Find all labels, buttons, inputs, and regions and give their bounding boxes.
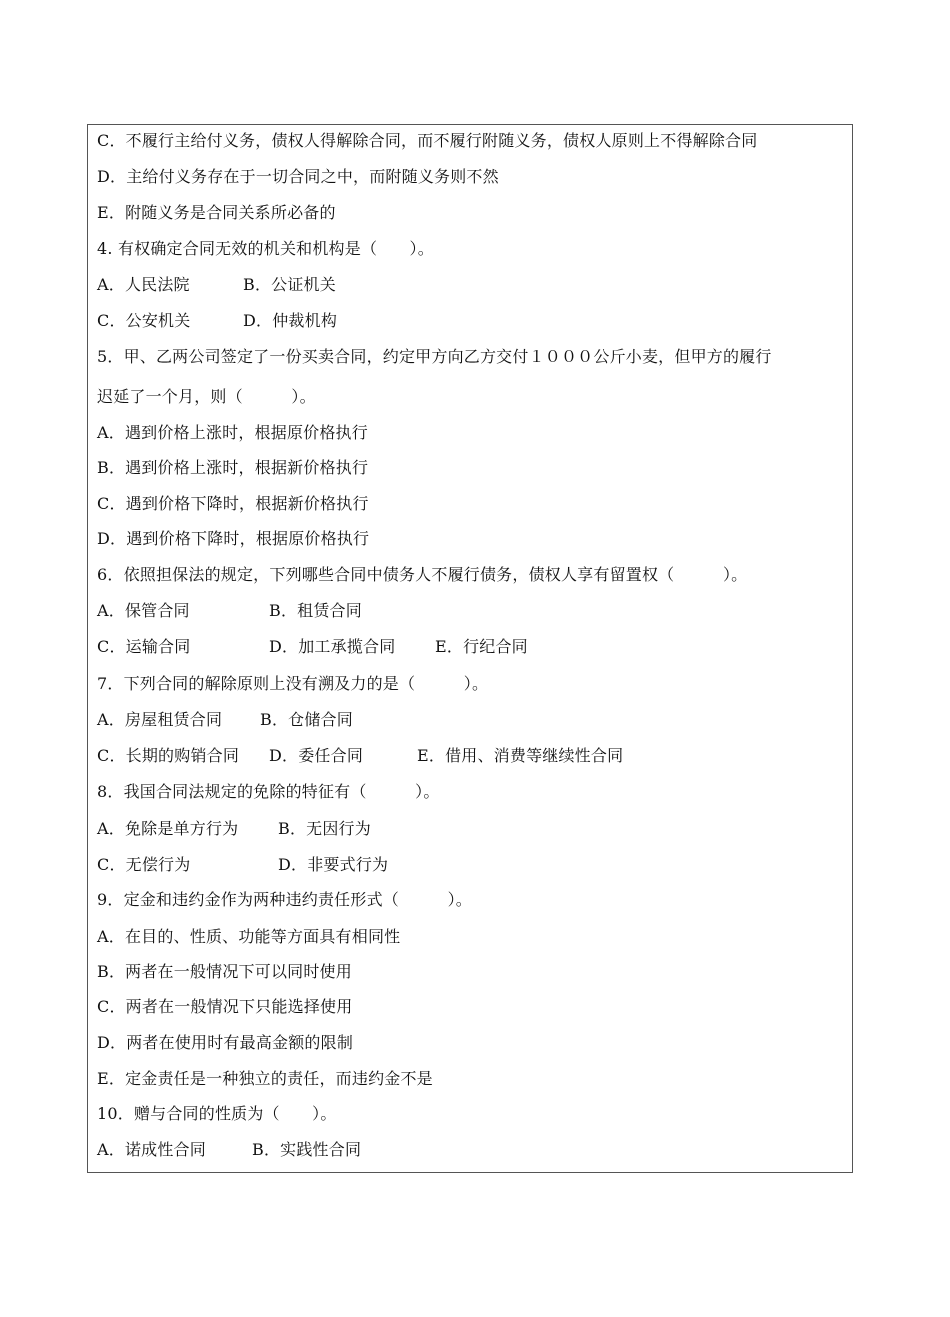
- option-a: A．免除是单方行为: [97, 819, 239, 838]
- option-a: A．房屋租赁合同: [97, 710, 223, 729]
- option-b: B．租赁合同: [269, 601, 362, 620]
- question-5: 5．甲、乙两公司签定了一份买卖合同，约定甲方向乙方交付１０００公斤小麦，但甲方的履行: [97, 347, 772, 366]
- option-b-line: B．两者在一般情况下可以同时使用: [97, 962, 352, 981]
- option-c-line: C．遇到价格下降时，根据新价格执行: [97, 494, 369, 513]
- question-6: 6．依照担保法的规定，下列哪些合同中债务人不履行债务，债权人享有留置权（ ）。: [97, 565, 748, 584]
- option-c-line: C．不履行主给付义务，债权人得解除合同，而不履行附随义务，债权人原则上不得解除合同: [97, 131, 758, 150]
- option-c: C．运输合同: [97, 637, 191, 656]
- option-c: C．长期的购销合同: [97, 746, 240, 765]
- question-8: 8．我国合同法规定的免除的特征有（ ）。: [97, 782, 440, 801]
- option-e-line: E．附随义务是合同关系所必备的: [97, 203, 336, 222]
- option-b: B．实践性合同: [252, 1140, 362, 1159]
- option-c: C．无偿行为: [97, 855, 191, 874]
- question-4: 4. 有权确定合同无效的机关和机构是（ ）。: [97, 239, 434, 258]
- option-c: C．公安机关: [97, 311, 191, 330]
- option-d-line: D．两者在使用时有最高金额的限制: [97, 1033, 354, 1052]
- option-d-line: D．主给付义务存在于一切合同之中，而附随义务则不然: [97, 167, 499, 186]
- option-a: A．保管合同: [97, 601, 190, 620]
- option-d-line: D．遇到价格下降时，根据原价格执行: [97, 529, 370, 548]
- question-7: 7．下列合同的解除原则上没有溯及力的是（ ）。: [97, 674, 489, 693]
- question-5-continued: 迟延了一个月，则（ ）。: [97, 387, 316, 406]
- option-d: D．委任合同: [269, 746, 364, 765]
- question-9: 9．定金和违约金作为两种违约责任形式（ ）。: [97, 890, 472, 909]
- option-e: E．行纪合同: [435, 637, 528, 656]
- option-e-line: E．定金责任是一种独立的责任，而违约金不是: [97, 1069, 433, 1088]
- option-a: A．诺成性合同: [97, 1140, 206, 1159]
- option-b: B．无因行为: [278, 819, 371, 838]
- option-b: B．仓储合同: [260, 710, 353, 729]
- option-a: A．人民法院: [97, 275, 190, 294]
- option-c-line: C．两者在一般情况下只能选择使用: [97, 997, 353, 1016]
- option-d: D．非要式行为: [278, 855, 389, 874]
- question-10: 10．赠与合同的性质为（ ）。: [97, 1104, 337, 1123]
- question-10-options-ab: [97, 1140, 362, 1200]
- option-b-line: B．遇到价格上涨时，根据新价格执行: [97, 458, 369, 477]
- option-d: D．加工承揽合同: [269, 637, 396, 656]
- option-b: B．公证机关: [243, 275, 336, 294]
- option-a-line: A．在目的、性质、功能等方面具有相同性: [97, 927, 401, 946]
- option-a-line: A．遇到价格上涨时，根据原价格执行: [97, 423, 368, 442]
- option-e: E．借用、消费等继续性合同: [417, 746, 624, 765]
- option-d: D．仲裁机构: [243, 311, 338, 330]
